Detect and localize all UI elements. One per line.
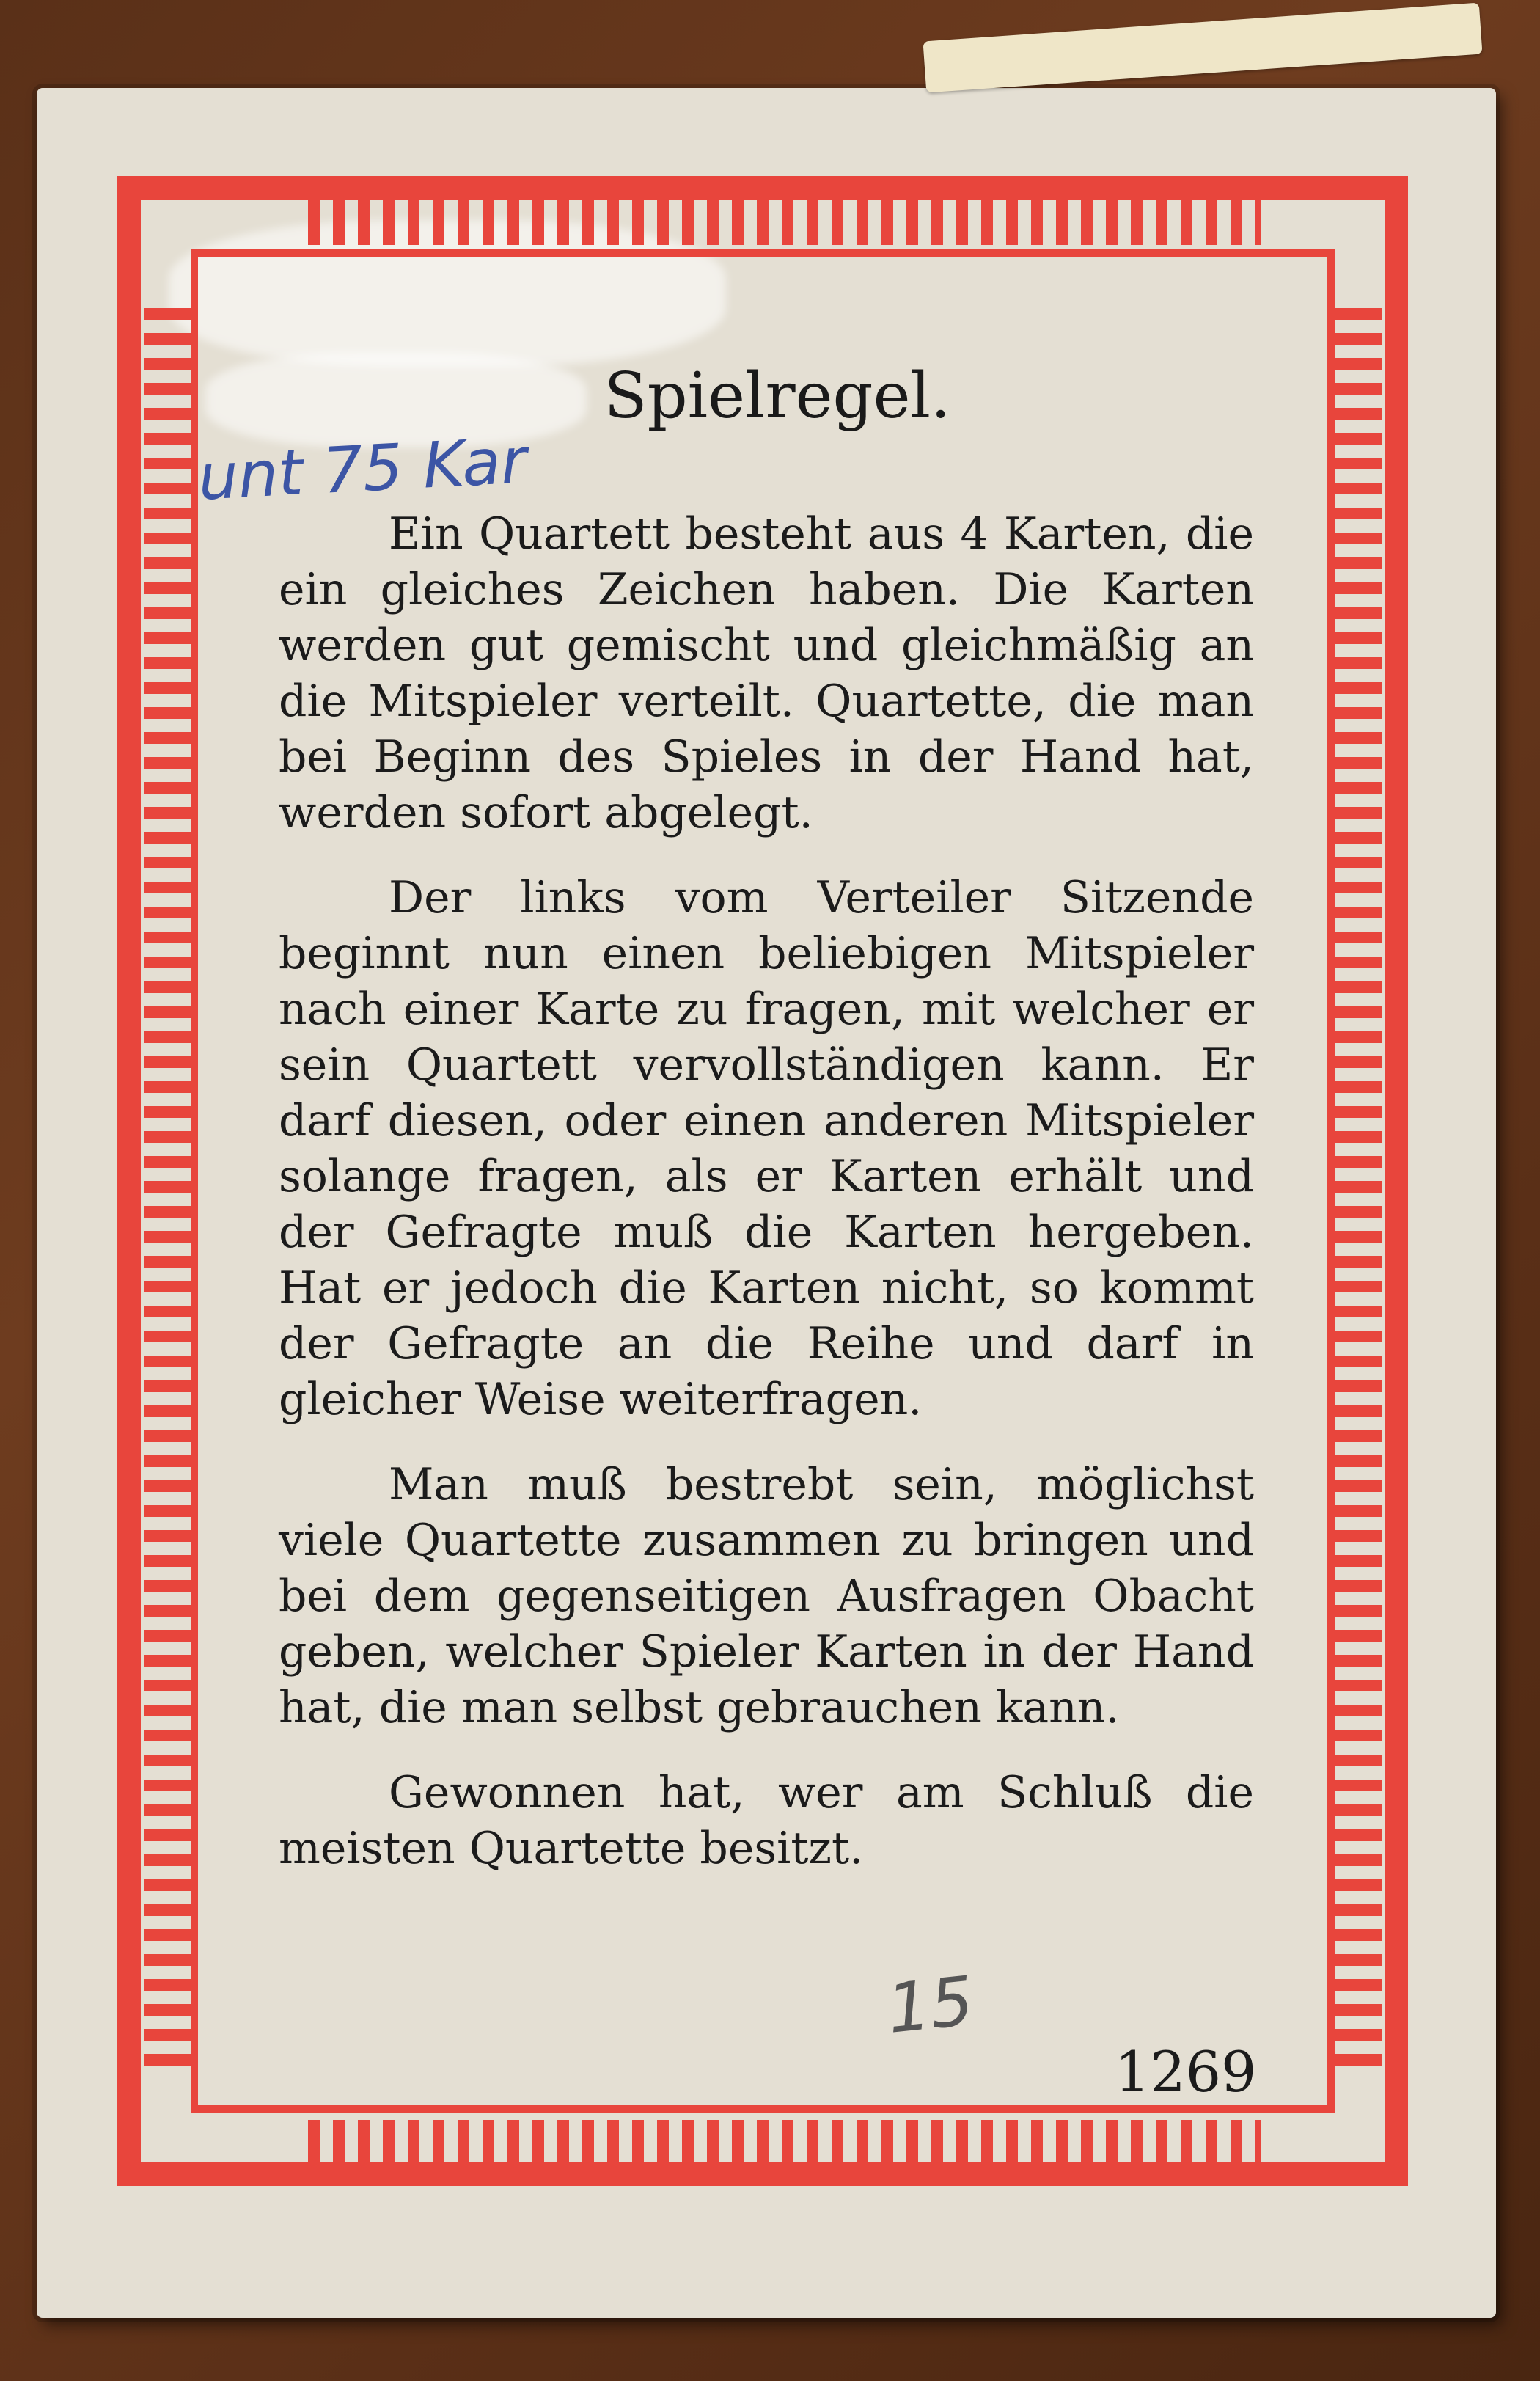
- frame-stripes-bottom: [308, 2120, 1261, 2167]
- rules-paragraph: Man muß bestrebt sein, möglichst viele Quartette zusammen zu bringen und bei dem gegenseitigen Ausfragen Obacht geben, welcher Spieler Karten in der Hand hat, die man selbst gebrauchen kann.: [279, 1459, 1254, 1733]
- rules-text: [279, 506, 1254, 1906]
- handwritten-note: unt 75 Kar: [196, 424, 529, 515]
- rules-paragraph: Der links vom Verteiler Sitzende beginnt nun einen beliebigen Mitspieler nach einer Karte zu fragen, mit welcher er sein Quartett vervollständigen kann. Er darf diesen, oder einen anderen Mitspieler solange fragen, als er Karten erhält und der Gefragte muß die Karten hergeben. Hat er jedoch die Karten nicht, so kommt der Gefragte an die Reihe und darf in gleicher Weise weiterfragen.: [279, 872, 1254, 1425]
- rules-paragraph: Ein Quartett besteht aus 4 Karten, die ein gleiches Zeichen haben. Die Karten werden gut gemischt und gleichmäßig an die Mitspieler verteilt. Quartette, die man bei Beginn des Spieles in der Hand hat, werden sofort abgelegt.: [279, 508, 1254, 838]
- frame-stripes-right: [1335, 308, 1382, 2069]
- frame-stripes-left: [144, 308, 191, 2069]
- torn-tape: [923, 3, 1482, 93]
- card-title: Spielregel.: [604, 359, 951, 433]
- frame-stripes-top: [308, 198, 1261, 245]
- card-number: 1269: [1115, 2039, 1257, 2104]
- handwritten-number: 15: [883, 1961, 978, 2049]
- rules-paragraph: Gewonnen hat, wer am Schluß die meisten Quartette besitzt.: [279, 1767, 1254, 1874]
